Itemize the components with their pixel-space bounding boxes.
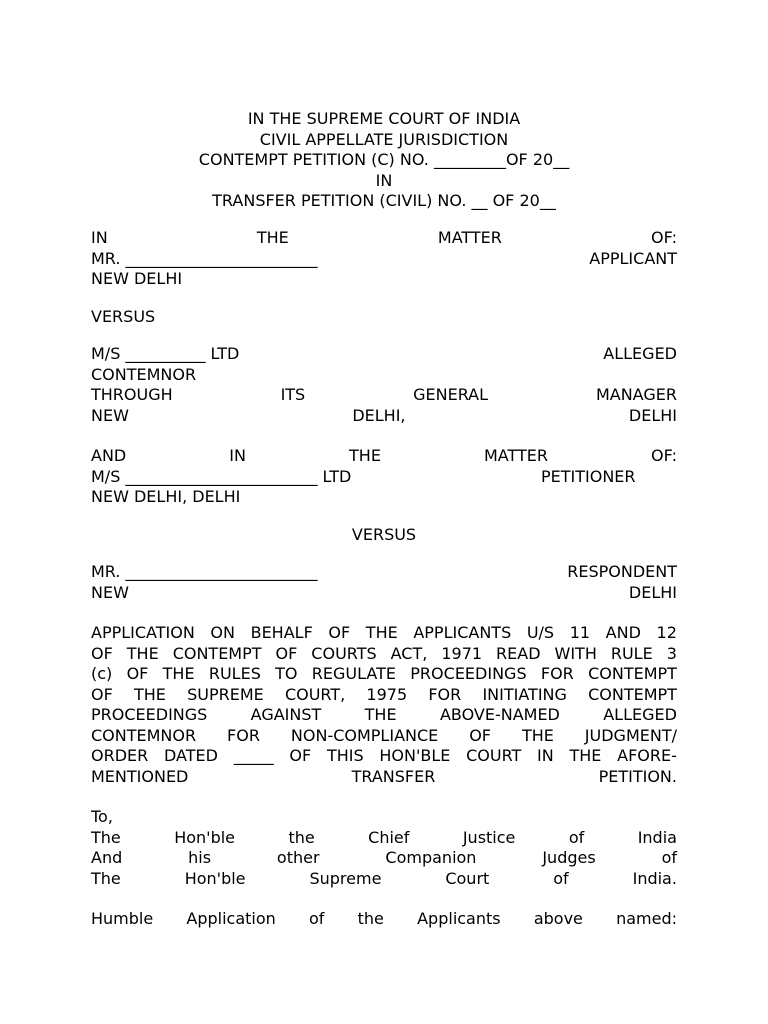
word: PETITION.: [598, 766, 677, 786]
word: Hon'ble: [174, 827, 236, 847]
address-line-3: [91, 869, 677, 890]
word: AND: [91, 446, 127, 465]
word: of: [661, 848, 677, 867]
word: OF: [126, 664, 149, 683]
word: IN: [229, 446, 246, 465]
word: OF: [275, 643, 298, 663]
versus-label-2: VERSUS: [351, 524, 417, 544]
paragraph-line: [91, 685, 677, 706]
word: THE: [569, 746, 602, 765]
word: APPLICATION: [91, 623, 195, 642]
petitioner-city: NEW DELHI, DELHI: [91, 487, 241, 506]
contemnor-role: ALLEGED: [603, 344, 677, 363]
word: The: [91, 868, 121, 888]
word: ACT,: [390, 643, 428, 663]
word: CONTEMNOR: [91, 725, 197, 745]
word: FOR: [428, 684, 462, 704]
word: THE: [256, 228, 289, 247]
address-line-2: [91, 848, 677, 869]
word: OF: [91, 684, 113, 704]
word: The: [91, 827, 121, 847]
word: TO: [275, 664, 298, 683]
word: Supreme: [309, 868, 382, 888]
word: named:: [616, 909, 677, 928]
word: THIS: [326, 746, 364, 765]
paragraph-line: [91, 746, 677, 767]
word: of: [553, 868, 569, 888]
word: the: [357, 909, 384, 928]
respondent-line: [91, 562, 677, 583]
word: WITH: [554, 643, 597, 663]
paragraph-line: [91, 664, 677, 685]
word: Chief: [368, 827, 410, 847]
versus-label: VERSUS: [91, 306, 156, 326]
word: FOR: [540, 664, 574, 683]
word: OF: [91, 643, 113, 663]
paragraph-line: [91, 705, 677, 726]
paragraph-last-line: [91, 767, 677, 788]
word: ABOVE-NAMED: [439, 705, 560, 724]
respondent-name: MR. ________________________: [91, 562, 318, 581]
word: India: [637, 827, 677, 847]
word: 1975: [366, 684, 408, 704]
word: NON-COMPLIANCE: [290, 725, 439, 745]
document-body: [91, 228, 677, 930]
word: 1971: [441, 643, 483, 663]
header-in: IN: [375, 170, 393, 190]
word: above: [533, 909, 583, 928]
word: 3: [666, 643, 677, 663]
word: INITIATING: [482, 684, 567, 704]
word: OF: [469, 725, 491, 745]
contemnor-address: [91, 406, 677, 427]
word: THE: [133, 684, 166, 704]
word: AGAINST: [250, 705, 322, 724]
word: APPLICANTS: [413, 623, 512, 642]
application-paragraph: [91, 623, 677, 787]
word: SUPREME: [187, 684, 264, 704]
word: THE: [126, 643, 159, 663]
word: of: [309, 909, 325, 928]
word: IN: [537, 746, 554, 765]
word: GENERAL: [413, 385, 489, 404]
in-the-matter-line: [91, 228, 677, 249]
salutation-to: To,: [91, 807, 113, 826]
word: ALLEGED: [603, 705, 677, 724]
word: Judges: [542, 848, 596, 867]
word: THE: [521, 725, 554, 745]
word: MENTIONED: [91, 766, 189, 786]
word: TRANSFER: [351, 766, 436, 786]
and-in-the-matter-line: [91, 446, 677, 467]
word: Applicants: [417, 909, 501, 928]
paragraph-line: [91, 726, 677, 747]
word: other: [276, 848, 320, 867]
word: NEW: [91, 405, 129, 425]
word: READ: [496, 643, 541, 663]
petitioner-line: [91, 467, 677, 488]
word: FOR: [227, 725, 260, 745]
word: of: [568, 827, 585, 847]
word: MANAGER: [595, 385, 677, 404]
word: DELHI,: [352, 405, 406, 425]
word: COURT: [466, 746, 522, 765]
word: ORDER: [91, 746, 149, 765]
contemnor-name: M/S __________ LTD: [91, 344, 240, 363]
case-header: [0, 109, 768, 212]
through-line: [91, 385, 677, 406]
word: NEW: [91, 582, 129, 602]
word: AFORE-: [617, 746, 677, 765]
word: India.: [632, 868, 677, 888]
respondent-city: [91, 583, 677, 604]
word: MATTER: [437, 228, 502, 247]
word: 11: [569, 623, 591, 642]
word: JUDGMENT/: [584, 725, 677, 745]
word: BEHALF: [250, 623, 313, 642]
applicant-city: NEW DELHI: [91, 269, 183, 288]
word: 12: [656, 623, 677, 642]
contempt-petition-number: CONTEMPT PETITION (C) NO. _________OF 20__: [198, 150, 570, 169]
word: THE: [365, 623, 398, 642]
word: And: [91, 848, 123, 867]
word: DELHI: [628, 405, 677, 425]
word: DATED: [164, 746, 218, 765]
petitioner-role: PETITIONER: [541, 466, 636, 486]
word: the: [288, 827, 315, 847]
word: (c): [91, 664, 113, 683]
word: THROUGH: [91, 385, 173, 404]
word: REGULATE: [311, 664, 396, 683]
word: his: [188, 848, 212, 867]
contemnor-line: [91, 344, 677, 365]
word: ITS: [280, 385, 306, 404]
word: CONTEMPT: [588, 664, 677, 683]
word: THE: [364, 705, 397, 724]
humble-application-line: [91, 909, 677, 930]
word: OF:: [651, 446, 677, 465]
applicant-line: [91, 249, 677, 270]
word: Application: [186, 909, 276, 928]
word: OF: [289, 746, 312, 765]
paragraph-line: [91, 623, 677, 644]
word: Justice: [462, 827, 516, 847]
address-line-1: [91, 828, 677, 849]
word: OF: [328, 623, 351, 642]
transfer-petition-number: TRANSFER PETITION (CIVIL) NO. __ OF 20__: [212, 191, 556, 210]
paragraph-line: [91, 644, 677, 665]
word: OF:: [651, 228, 677, 247]
word: DELHI: [628, 582, 677, 602]
court-name: IN THE SUPREME COURT OF INDIA: [247, 109, 521, 128]
word: MATTER: [483, 446, 548, 465]
jurisdiction: CIVIL APPELLATE JURISDICTION: [259, 129, 509, 149]
respondent-role: RESPONDENT: [567, 562, 677, 581]
word: Hon'ble: [184, 868, 246, 888]
word: _____: [233, 746, 274, 765]
applicant-role: APPLICANT: [589, 248, 677, 268]
word: THE: [349, 446, 381, 465]
contemnor-role-cont: CONTEMNOR: [91, 364, 197, 384]
word: RULE: [610, 643, 653, 663]
word: PROCEEDINGS: [410, 664, 527, 683]
word: COURTS: [311, 643, 377, 663]
word: Companion: [385, 848, 477, 867]
word: AND: [605, 623, 641, 642]
petitioner-name: M/S ________________________ LTD: [91, 466, 352, 486]
word: THE: [162, 664, 195, 683]
word: CONTEMPT: [588, 684, 677, 704]
word: U/S: [526, 623, 555, 642]
word: Humble: [91, 909, 154, 928]
word: HON'BLE: [379, 746, 451, 765]
word: CONTEMPT: [172, 643, 262, 663]
word: COURT,: [284, 684, 346, 704]
word: Court: [445, 868, 490, 888]
word: PROCEEDINGS: [91, 705, 208, 724]
word: RULES: [208, 664, 261, 683]
word: ON: [210, 623, 235, 642]
word: IN: [91, 228, 108, 247]
applicant-name: MR. ________________________: [91, 248, 318, 268]
